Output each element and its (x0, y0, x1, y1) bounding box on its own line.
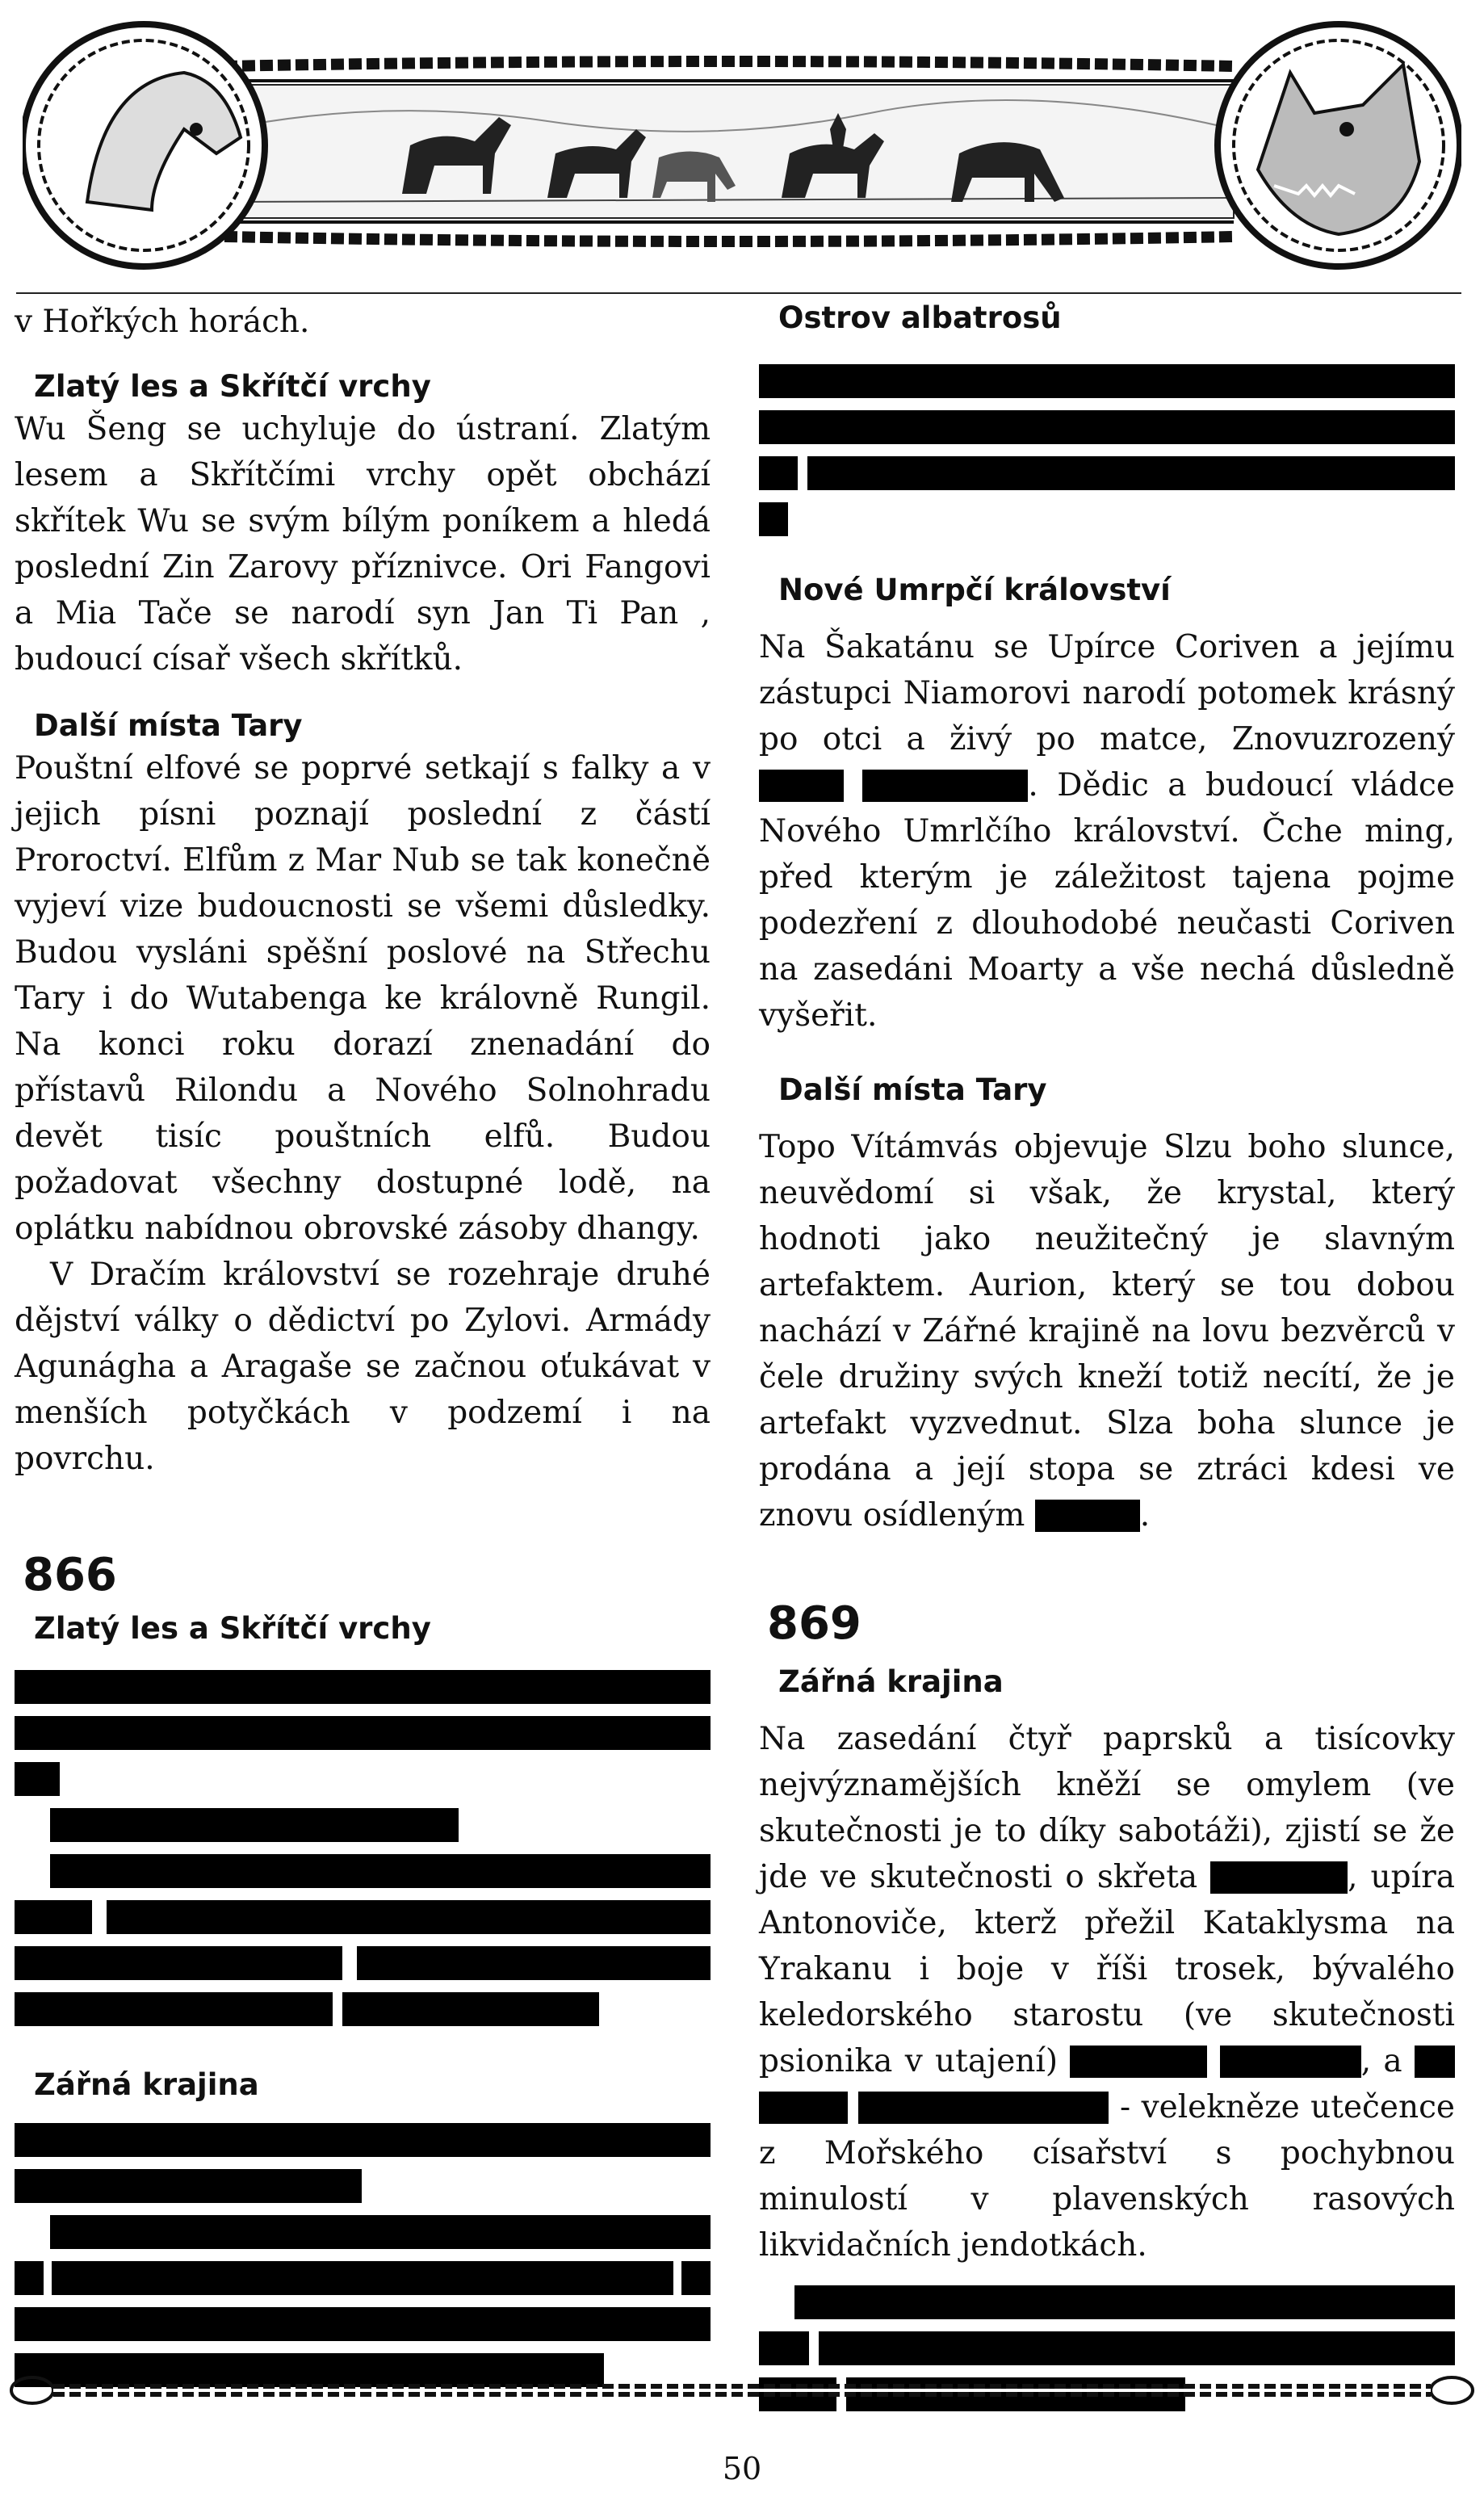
redaction-inline (1210, 1861, 1348, 1894)
redaction-bar (357, 1946, 711, 1980)
redaction-bar (15, 2307, 711, 2341)
redaction-bar (15, 2123, 711, 2157)
banner-illustration (23, 8, 1461, 275)
right-column (759, 299, 1455, 2423)
text-part: . (1139, 1497, 1151, 1534)
redaction-bar (681, 2261, 711, 2295)
redaction-bar (15, 1670, 711, 1704)
intro-line: v Hořkých horách. (15, 304, 310, 340)
text-part: Na zasedání čtyř paprsků a tisícovky nejvýznamějších kněží se omylem (ve skutečnosti je to díky sabotáži), zjistí se že jde ve skutečnosti o skřeta (759, 1721, 1455, 1895)
redaction-bar (15, 1992, 333, 2026)
redaction-bar (807, 456, 1455, 490)
redaction-inline (759, 770, 844, 802)
redaction-inline (1415, 2046, 1455, 2078)
redaction-bar (15, 1762, 60, 1796)
year-heading: 869 (767, 1597, 861, 1650)
footer-ornament (8, 2374, 1476, 2406)
section-heading: Ostrov albatrosů (778, 300, 1062, 335)
text-part: , a (1360, 2043, 1402, 2079)
redaction-bar (759, 502, 788, 536)
redaction-inline (858, 2092, 1109, 2124)
redaction-bar (107, 1900, 711, 1934)
redaction-bar (50, 1808, 459, 1842)
section-heading: Nové Umrpčí království (778, 573, 1171, 607)
year-heading: 866 (23, 1549, 117, 1601)
section-text (759, 1124, 1455, 1538)
text-part: Topo Vítámvás objevuje Slzu boho slunce, neuvědomí si však, že krystal, který hodnoti jako neužitečný je slavným artefaktem. Aurion, který se tou dobou nachází v Zářné krajině na lovu bezvěrců v čele družiny svých kneží totiž necítí, že je artefakt vyzvednut. Slza boha slunce je prodána a její stopa se ztráci kdesi ve znovu osídleným (759, 1129, 1455, 1534)
redaction-bar (50, 1854, 711, 1888)
redaction-inline (1220, 2046, 1361, 2078)
redaction-bar (759, 410, 1455, 444)
section-heading: Zlatý les a Skřítčí vrchy (34, 1611, 431, 1646)
redaction-inline (1035, 1500, 1140, 1532)
redaction-bar (759, 364, 1455, 398)
redaction-bar (15, 2261, 44, 2295)
redacted-block (15, 2123, 711, 2387)
text-part: - velekněze utečence z Mořského císařství s pochybnou minulostí v plavenských rasových likvidačních jendotkách. (759, 2089, 1455, 2264)
redaction-bar (759, 456, 798, 490)
section-text: Pouštní elfové se poprvé setkají s falky a v jejich písni poznají poslední z částí Proroctví. Elfům z Mar Nub se tak konečně vyjeví vize budoucnosti se všemi důsledky. Budou vysláni spěšní poslové na Střechu Tary i do Wutabenga ke královně Rungil. Na konci roku dorazí znenadání do přístavů Rilondu a Nového Solnohradu devět tisíc pouštních elfů. Budou požadovat všechny dostupné lodě, na oplátku nabídnou obrovské zásoby dhangy. (15, 750, 711, 1247)
redaction-bar (15, 2169, 362, 2203)
header-rule (16, 292, 1461, 294)
section-heading: Zářná krajina (34, 2067, 259, 2102)
section-text (759, 624, 1455, 1039)
redaction-inline (1070, 2046, 1207, 2078)
redaction-bar (794, 2285, 1455, 2319)
section-text (759, 1716, 1455, 2268)
redaction-bar (342, 1992, 599, 2026)
section-heading: Zářná krajina (778, 1664, 1004, 1699)
redaction-bar (50, 2215, 711, 2249)
redacted-block (15, 1670, 711, 2026)
section-text: Wu Šeng se uchyluje do ústraní. Zlatým lesem a Skřítčími vrchy opět obchází skřítek Wu se svým bílým poníkem a hledá poslední Zin Zarovy příznivce. Ori Fangovi a Mia Tače se narodí syn Jan Ti Pan , budoucí císař všech skřítků. (15, 411, 711, 678)
text-part: , upíra Antonoviče, kterž přežil Kataklysma na Yrakanu i boje v říši trosek, bývalého keledorského starostu (ve skutečnosti psionika v utajení) (759, 1859, 1455, 2079)
redaction-bar (819, 2331, 1455, 2365)
text-part: Na Šakatánu se Upírce Coriven a jejímu zástupci Niamorovi narodí potomek krásný po otci a živý po matce, Znovuzrozený (759, 629, 1455, 757)
section-heading: Další místa Tary (34, 708, 303, 743)
section-text: V Dračím království se rozehraje druhé dějství války o dědictví po Zylovi. Armády Agunágha a Aragaše se začnou oťukávat v menších potyčkách v podzemí i na povrchu. (15, 1257, 711, 1477)
left-column (15, 299, 711, 2399)
redaction-bar (759, 2331, 809, 2365)
redaction-bar (15, 1716, 711, 1750)
redaction-bar (52, 2261, 673, 2295)
redaction-inline (759, 2092, 848, 2124)
redaction-inline (862, 770, 1028, 802)
section-heading: Další místa Tary (778, 1072, 1047, 1107)
redaction-bar (15, 1900, 92, 1934)
text-part: . Dědic a budoucí vládce Nového Umrlčího království. Čche ming, před kterým je záležitost tajena pojme podezření z dlouhodobé neučasti Coriven na zasedáni Moarty a vše nechá důsledně vyšeřit. (759, 767, 1455, 1034)
section-heading: Zlatý les a Skřítčí vrchy (34, 369, 431, 404)
redacted-block (759, 364, 1455, 536)
redaction-bar (15, 1946, 342, 1980)
page-number: 50 (722, 2451, 762, 2486)
